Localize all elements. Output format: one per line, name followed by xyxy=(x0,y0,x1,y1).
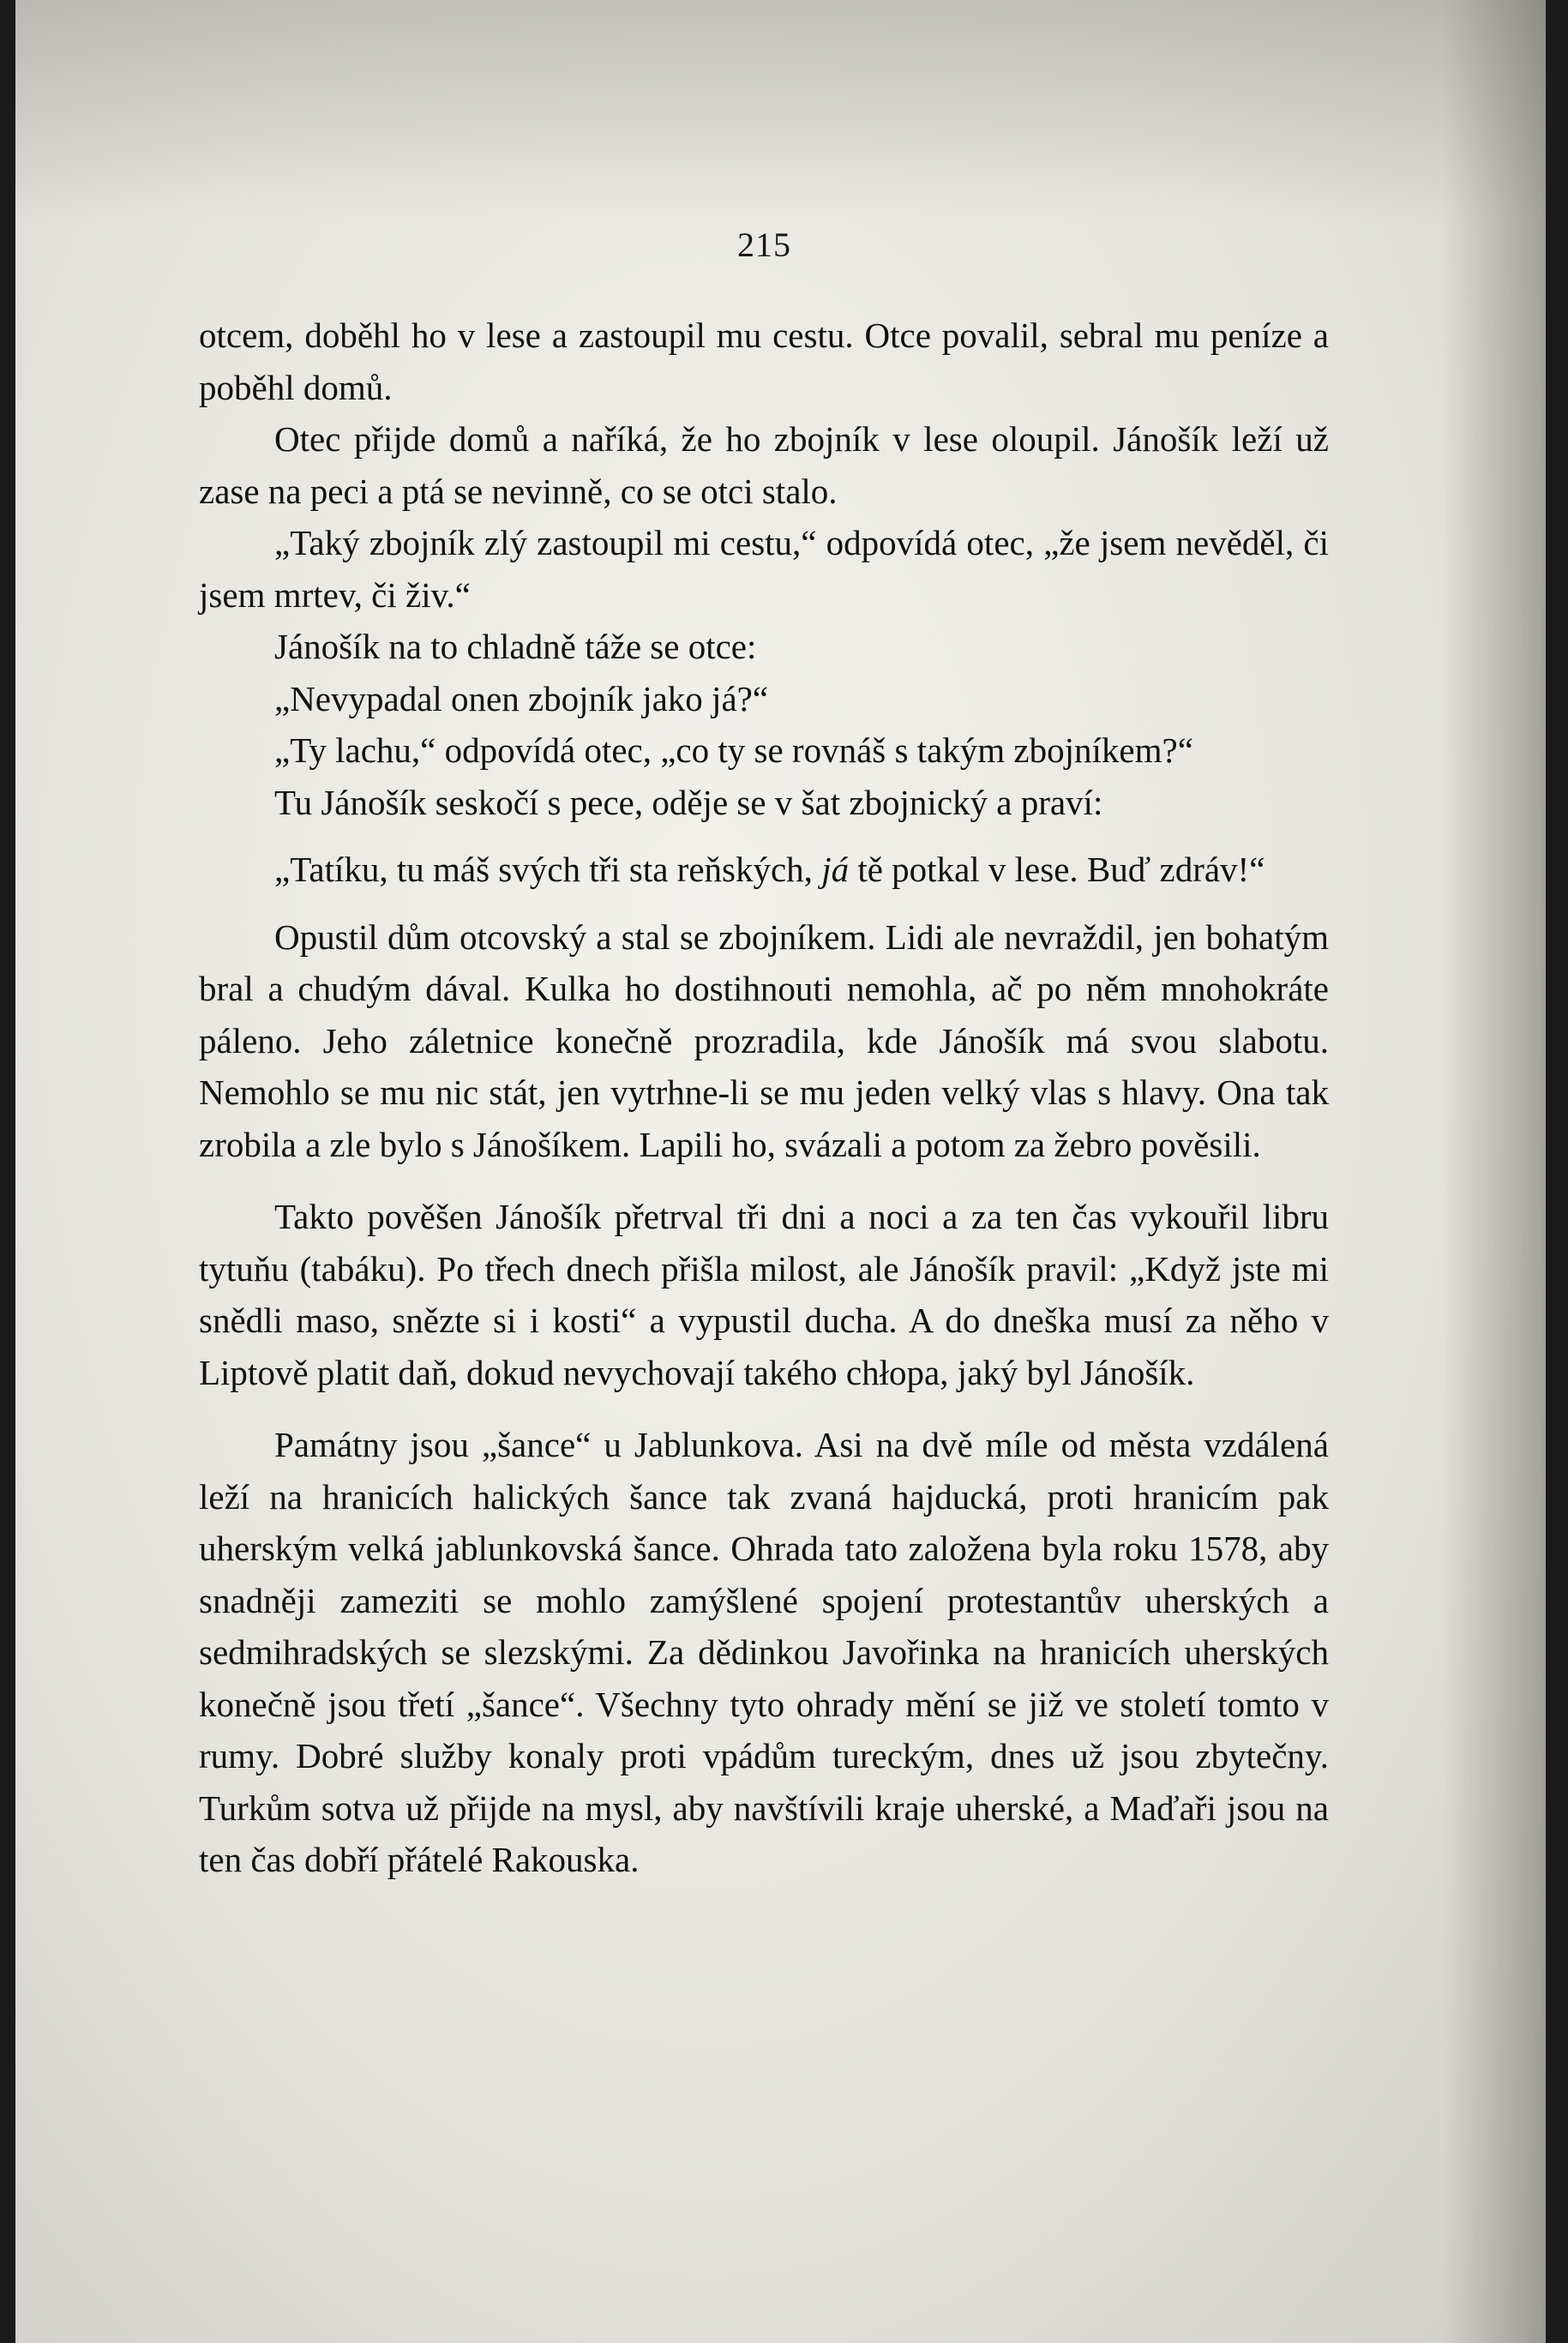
paragraph-father-reply: „Taký zbojník zlý zastoupil mi cestu,“ odpovídá otec, „že jsem nevěděl, či jsem mrtev, či živ.“ xyxy=(199,523,1329,615)
paragraph-farewell xyxy=(199,844,1329,896)
paragraph-sance-jablunkov: Památny jsou „šance“ u Jablunkova. Asi na dvě míle od města vzdálená leží na hranicích halických šance tak zvaná hajducká, proti hranicím pak uherským velká jablunkovská šance. Ohrada tato založena byla roku 1578, aby snadněji zameziti se mohlo zamýšlené spojení protestantův uherských a sedmihradských se slezskými. Za dědinkou Javořinka na hranicích uherských konečně jsou třetí „šance“. Všechny tyto ohrady mění se již ve století tomto v rumy. Dobré služby konaly proti vpádům tureckým, dnes už jsou zbytečny. Turkům sotva už přijde na mysl, aby navštívili kraje uherské, a Maďaři jsou na ten čas dobří přátelé Rakouska. xyxy=(199,1425,1329,1879)
paragraph-janosik-asks: Jánošík na to chladně táže se otce: xyxy=(274,627,757,666)
paragraph-hanging: Takto pověšen Jánošík přetrval tři dni a noci a za ten čas vykouřil libru tytuňu (tabáku). Po třech dnech přišla milost, ale Jánošík pravil: „Když jste mi snědli maso, snězte si i kosti“ a vypustil ducha. A do dneška musí za něho v Liptově platit daň, dokud nevychovají takého chłopa, jaký byl Jánošík. xyxy=(199,1197,1329,1392)
paragraph-became-outlaw: Opustil dům otcovský a stal se zbojníkem. Lidi ale nevraždil, jen bohatým bral a chudým dával. Kulka ho dostihnouti nemohla, ač po něm mnohokráte páleno. Jeho záletnice konečně prozradila, kde Jánošík má svou slabotu. Nemohlo se mu nic stát, jen vytrhne-li se mu jeden velký vlas s hlavy. Ona tak zrobila a zle bylo s Jánošíkem. Lapili ho, svázali a potom za žebro pověsili. xyxy=(199,916,1329,1164)
farewell-emphasis: já xyxy=(821,850,850,889)
paragraph-robbery-report: Otec přijde domů a naříká, že ho zbojník v lese oloupil. Jánošík leží už zase na peci a ptá se nevinně, co se otci stalo. xyxy=(199,419,1329,511)
farewell-text-before: „Tatíku, tu máš svých tři sta reňských, xyxy=(274,850,813,889)
paragraph-janosik-leaps: Tu Jánošík seskočí s pece, oděje se v šat zbojnický a praví: xyxy=(274,782,1103,822)
body-text xyxy=(199,309,1329,1886)
book-page xyxy=(15,0,1546,2343)
farewell-text-after: tě potkal v lese. Buď zdráv!“ xyxy=(857,850,1265,889)
paragraph-father-scoff: „Ty lachu,“ odpovídá otec, „co ty se rovnáš s takým zbojníkem?“ xyxy=(274,730,1193,770)
paragraph-question: „Nevypadal onen zbojník jako já?“ xyxy=(274,678,769,718)
paragraph-continuation: otcem, doběhl ho v lese a zastoupil mu cestu. Otce povalil, sebral mu peníze a poběhl domů. xyxy=(199,315,1329,407)
page-number: 215 xyxy=(737,225,791,264)
